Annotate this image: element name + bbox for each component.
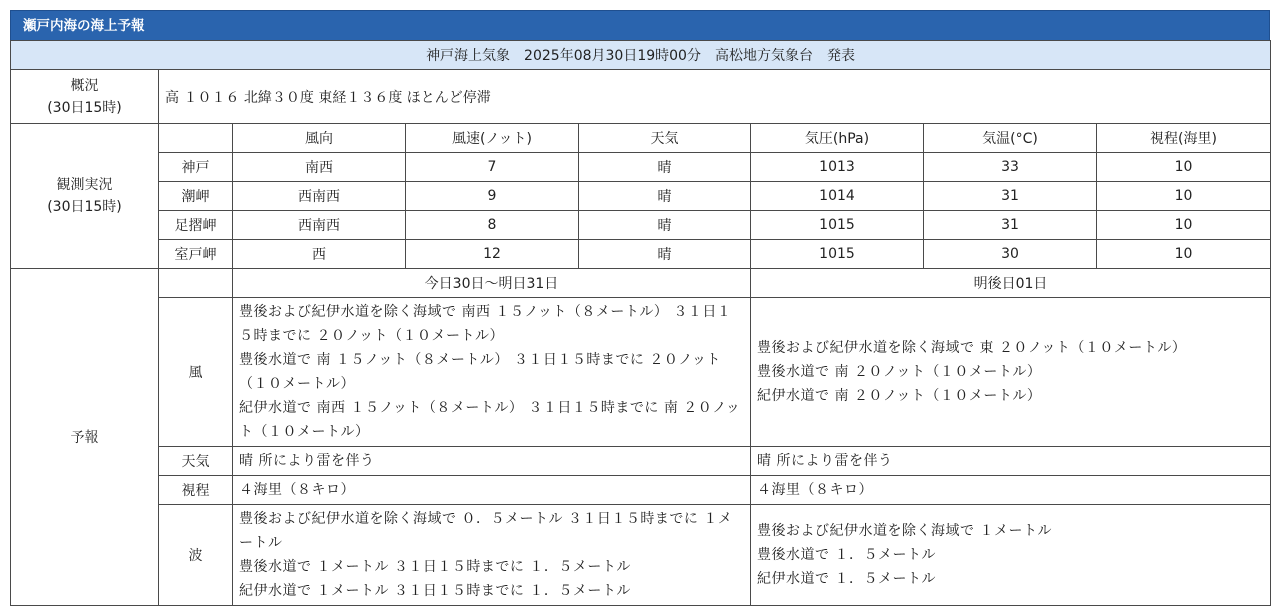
header-pressure: 気圧(hPa) [751, 124, 924, 153]
pressure-cell: 1013 [751, 153, 924, 182]
forecast-period-today: 今日30日〜明日31日 [233, 269, 751, 298]
table-row [11, 153, 1271, 182]
wave-forecast-today [233, 505, 751, 606]
station-name: 室戸岬 [159, 240, 233, 269]
pressure-cell: 1015 [751, 211, 924, 240]
wind-direction-cell: 西南西 [233, 211, 406, 240]
wave-forecast-dayafter [751, 505, 1271, 606]
wind-direction-cell: 南西 [233, 153, 406, 182]
page-title: 瀬戸内海の海上予報 [10, 10, 1270, 40]
wind-direction-cell: 西 [233, 240, 406, 269]
wind-forecast-line: 紀伊水道で 南西 １５ノット（８メートル） ３１日１５時までに 南 ２０ノット（１０メートル） [239, 400, 741, 440]
observation-label [11, 124, 159, 269]
wave-forecast-line: 豊後水道で １メートル ３１日１５時までに １．５メートル [239, 559, 631, 575]
station-name: 足摺岬 [159, 211, 233, 240]
weather-cell: 晴 [579, 182, 751, 211]
weather-cell: 晴 [579, 211, 751, 240]
marine-forecast-table [10, 40, 1271, 606]
station-name: 潮岬 [159, 182, 233, 211]
wind-speed-cell: 12 [406, 240, 579, 269]
visibility-forecast-today: ４海里（８キロ） [233, 476, 751, 505]
weather-cell: 晴 [579, 240, 751, 269]
overview-label [11, 70, 159, 124]
temperature-cell: 31 [924, 182, 1097, 211]
wind-row-label: 風 [159, 298, 233, 447]
wind-forecast-line: 豊後水道で 南 ２０ノット（１０メートル） [757, 364, 1042, 380]
observation-label-title: 観測実況 [56, 177, 113, 193]
visibility-cell: 10 [1097, 240, 1271, 269]
table-row [11, 240, 1271, 269]
observation-label-time: (30日15時) [47, 199, 122, 215]
weather-cell: 晴 [579, 153, 751, 182]
visibility-cell: 10 [1097, 153, 1271, 182]
wave-forecast-line: 豊後および紀伊水道を除く海域で １メートル [757, 523, 1052, 539]
weather-row-label: 天気 [159, 447, 233, 476]
visibility-forecast-dayafter: ４海里（８キロ） [751, 476, 1271, 505]
wind-forecast-today [233, 298, 751, 447]
wind-forecast-line: 豊後水道で 南 １５ノット（８メートル） ３１日１５時までに ２０ノット（１０メートル） [239, 352, 721, 392]
observation-header-blank [159, 124, 233, 153]
wind-speed-cell: 7 [406, 153, 579, 182]
station-name: 神戸 [159, 153, 233, 182]
visibility-cell: 10 [1097, 182, 1271, 211]
wave-forecast-line: 紀伊水道で １メートル ３１日１５時までに １．５メートル [239, 583, 631, 599]
wind-forecast-dayafter [751, 298, 1271, 447]
wind-forecast-line: 豊後および紀伊水道を除く海域で 東 ２０ノット（１０メートル） [757, 340, 1187, 356]
forecast-label: 予報 [11, 269, 159, 606]
pressure-cell: 1015 [751, 240, 924, 269]
header-visibility: 視程(海里) [1097, 124, 1271, 153]
forecast-period-dayafter: 明後日01日 [751, 269, 1271, 298]
wind-speed-cell: 9 [406, 182, 579, 211]
header-temperature: 気温(°C) [924, 124, 1097, 153]
header-weather: 天気 [579, 124, 751, 153]
visibility-row-label: 視程 [159, 476, 233, 505]
overview-label-time: (30日15時) [47, 99, 122, 116]
temperature-cell: 30 [924, 240, 1097, 269]
issue-info: 神戸海上気象 2025年08月30日19時00分 高松地方気象台 発表 [11, 41, 1271, 70]
weather-forecast-today: 晴 所により雷を伴う [233, 447, 751, 476]
overview-label-title: 概況 [70, 77, 99, 94]
temperature-cell: 31 [924, 211, 1097, 240]
wind-forecast-line: 紀伊水道で 南 ２０ノット（１０メートル） [757, 388, 1042, 404]
wave-forecast-line: 豊後および紀伊水道を除く海域で ０．５メートル ３１日１５時までに １メートル [239, 511, 733, 551]
header-wind-direction: 風向 [233, 124, 406, 153]
table-row [11, 182, 1271, 211]
forecast-document [10, 10, 1270, 606]
weather-forecast-dayafter: 晴 所により雷を伴う [751, 447, 1271, 476]
overview-text: 高 １０１６ 北緯３０度 東経１３６度 ほとんど停滞 [159, 70, 1271, 124]
wind-forecast-line: 豊後および紀伊水道を除く海域で 南西 １５ノット（８メートル） ３１日１５時までに ２０ノット（１０メートル） [239, 304, 732, 344]
wave-row-label: 波 [159, 505, 233, 606]
wave-forecast-line: 豊後水道で １．５メートル [757, 547, 936, 563]
wind-direction-cell: 西南西 [233, 182, 406, 211]
wind-speed-cell: 8 [406, 211, 579, 240]
temperature-cell: 33 [924, 153, 1097, 182]
forecast-header-blank [159, 269, 233, 298]
header-wind-speed: 風速(ノット) [406, 124, 579, 153]
table-row [11, 211, 1271, 240]
pressure-cell: 1014 [751, 182, 924, 211]
visibility-cell: 10 [1097, 211, 1271, 240]
wave-forecast-line: 紀伊水道で １．５メートル [757, 571, 936, 587]
